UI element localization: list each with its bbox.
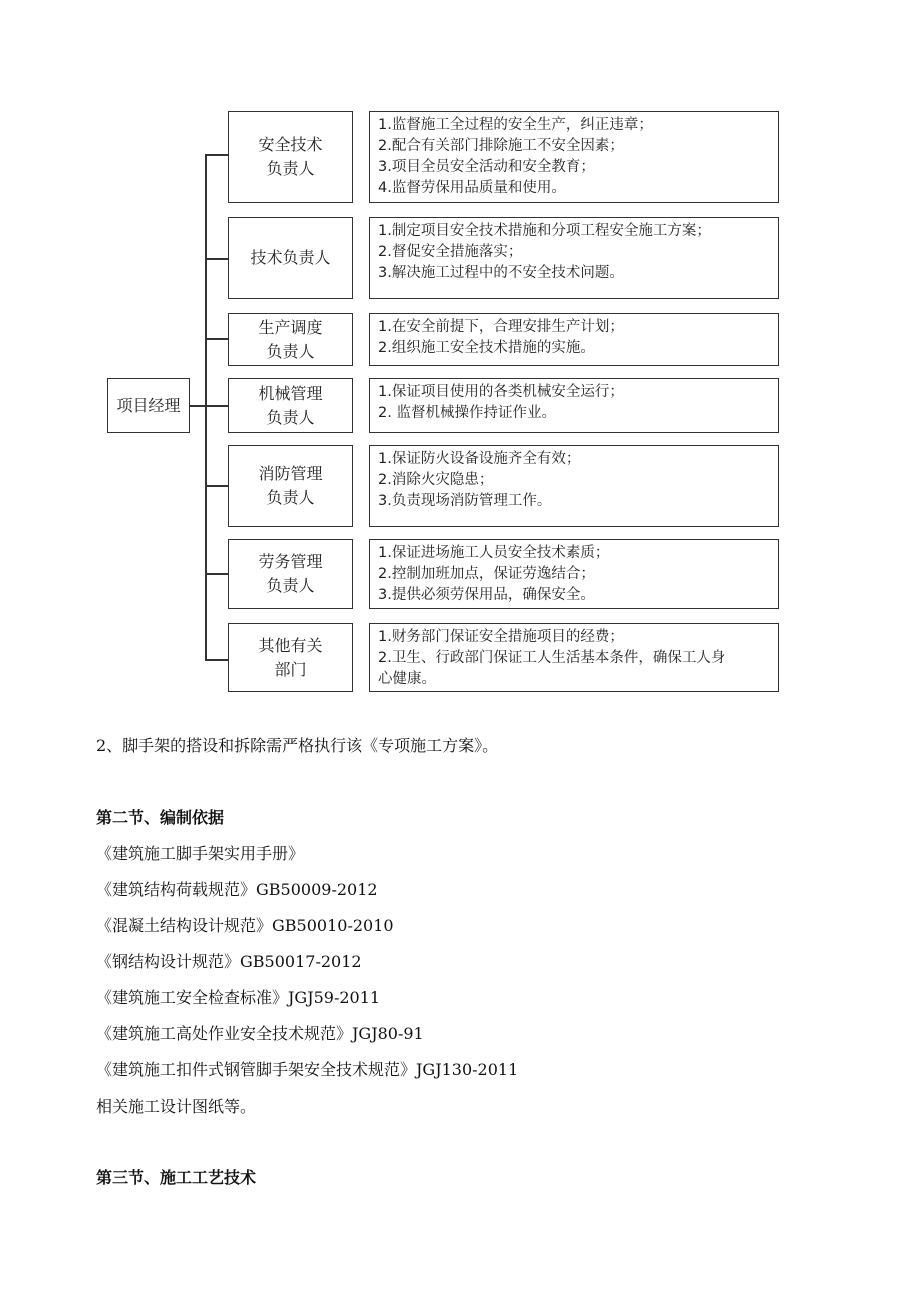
duty-item: 2.配合有关部门排除施工不安全因素； <box>378 138 624 154</box>
reference-item: 《建筑结构荷载规范》GB50009-2012 <box>96 880 378 899</box>
duty-item: 2. 监督机械操作持证作业。 <box>378 405 556 421</box>
duty-box-labor <box>369 539 779 609</box>
duty-item: 3.提供必须劳保用品，确保安全。 <box>378 587 595 603</box>
duty-item: 2.消除火灾隐患； <box>378 472 494 488</box>
reference-item: 《建筑施工扣件式钢管脚手架安全技术规范》JGJ130-2011 <box>96 1060 519 1079</box>
role-box-machinery: 机械管理 负责人 <box>228 378 353 433</box>
branch-connector <box>205 154 228 156</box>
duty-item: 2.督促安全措施落实； <box>378 244 523 260</box>
reference-item: 《建筑施工脚手架实用手册》 <box>96 844 305 863</box>
duty-item: 1.制定项目安全技术措施和分项工程安全施工方案； <box>378 223 711 239</box>
branch-connector <box>205 573 228 575</box>
role-box-other: 其他有关 部门 <box>228 623 353 692</box>
duty-item: 3.负责现场消防管理工作。 <box>378 493 552 509</box>
duty-box-safety-tech <box>369 111 779 203</box>
duty-item: 2.控制加班加点，保证劳逸结合； <box>378 566 595 582</box>
role-box-labor: 劳务管理 负责人 <box>228 539 353 609</box>
duty-box-fire <box>369 445 779 527</box>
duty-item: 心健康。 <box>378 671 436 687</box>
duty-item: 1.保证防火设备设施齐全有效； <box>378 451 581 467</box>
duty-item: 3.项目全员安全活动和安全教育； <box>378 159 595 175</box>
reference-item: 《建筑施工高处作业安全技术规范》JGJ80-91 <box>96 1024 424 1043</box>
duty-item: 2.卫生、行政部门保证工人生活基本条件，确保工人身 <box>378 650 726 666</box>
scaffold-note: 2、脚手架的搭设和拆除需严格执行该《专项施工方案》。 <box>96 736 499 755</box>
duty-box-other <box>369 623 779 692</box>
vertical-trunk <box>205 154 207 660</box>
duty-item: 1.保证进场施工人员安全技术素质； <box>378 545 610 561</box>
duty-item: 1.在安全前提下，合理安排生产计划； <box>378 319 624 335</box>
duty-item: 1.财务部门保证安全措施项目的经费； <box>378 629 624 645</box>
branch-connector <box>205 485 228 487</box>
branch-connector <box>205 659 228 661</box>
project-manager-box: 项目经理 <box>107 378 190 433</box>
role-box-safety-tech: 安全技术 负责人 <box>228 111 353 203</box>
reference-item: 《建筑施工安全检查标准》JGJ59-2011 <box>96 988 381 1007</box>
duty-item: 1.保证项目使用的各类机械安全运行； <box>378 384 624 400</box>
duty-item: 2.组织施工安全技术措施的实施。 <box>378 340 595 356</box>
duty-box-production <box>369 313 779 366</box>
reference-item: 《钢结构设计规范》GB50017-2012 <box>96 952 362 971</box>
duty-item: 1.监督施工全过程的安全生产，纠正违章； <box>378 117 653 133</box>
root-connector <box>190 405 206 407</box>
role-box-fire: 消防管理 负责人 <box>228 445 353 527</box>
duty-item: 4.监督劳保用品质量和使用。 <box>378 180 566 196</box>
duty-box-technical <box>369 217 779 299</box>
reference-item: 《混凝土结构设计规范》GB50010-2010 <box>96 916 394 935</box>
branch-connector <box>205 338 228 340</box>
duty-item: 3.解决施工过程中的不安全技术问题。 <box>378 265 624 281</box>
role-box-production: 生产调度 负责人 <box>228 313 353 366</box>
branch-connector <box>205 405 228 407</box>
section-3-heading: 第三节、施工工艺技术 <box>96 1168 257 1187</box>
reference-item: 相关施工设计图纸等。 <box>96 1097 257 1116</box>
section-2-heading: 第二节、编制依据 <box>96 808 225 827</box>
role-box-technical: 技术负责人 <box>228 217 353 299</box>
branch-connector <box>205 258 228 260</box>
duty-box-machinery <box>369 378 779 433</box>
